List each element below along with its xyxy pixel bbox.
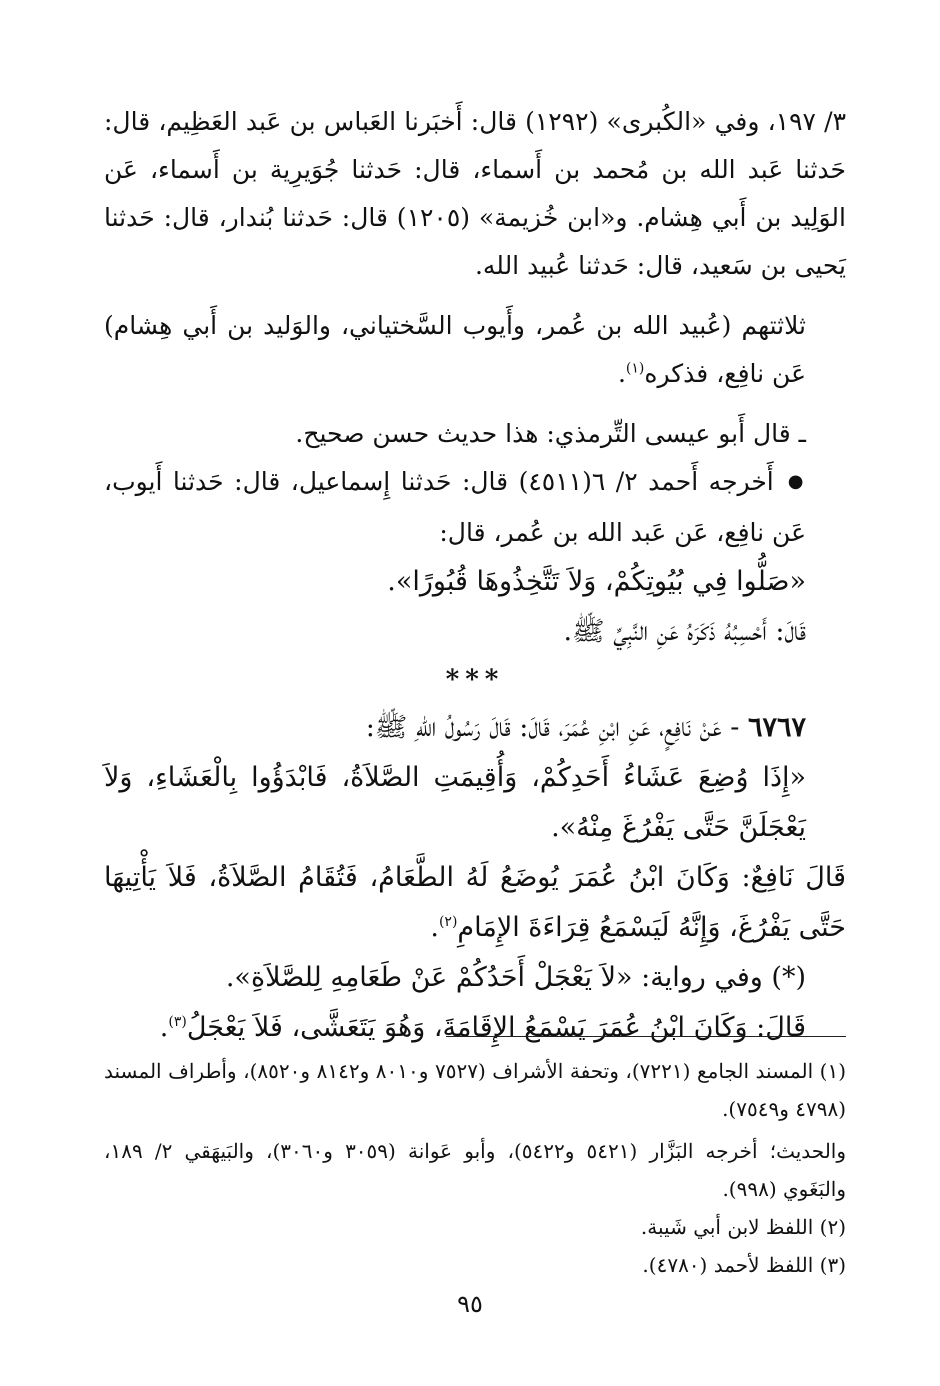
hadith-text: «إِذَا وُضِعَ عَشَاءُ أَحَدِكُمْ، وَأُقِيمَتِ الصَّلاَةُ، فَابْدَؤُوا بِالْعَشَاءِ، وَلاَ يَعْجَلَنَّ حَتَّى يَفْرُغَ مِنْهُ».: [104, 762, 806, 843]
footnote-ref-1: (١): [625, 360, 645, 377]
footnote-2: (٢) اللفظ لابن أبي شَيبة.: [640, 1215, 846, 1239]
footnote-ref-3: (٣): [168, 1014, 187, 1030]
chain-summary-text: ثلاثتهم (عُبيد الله بن عُمر، وأَيوب السَّختياني، والوَليد بن أَبي هِشام) عَن نافِع، فذكره: [104, 311, 807, 388]
other-narration: (*) وفي رواية: «لاَ يَعْجَلْ أَحَدُكُمْ عَنْ طَعَامِهِ لِلصَّلاَةِ».: [225, 962, 806, 993]
footnote-divider: [446, 1036, 846, 1037]
footnote-3: (٣) اللفظ لأحمد (٤٧٨٠).: [642, 1253, 846, 1277]
section-separator: ***: [445, 665, 505, 695]
nafi-statement: قَالَ نَافِعٌ: وَكَانَ ابْنُ عُمَرَ يُوضَعُ لَهُ الطَّعَامُ، فَتُقَامُ الصَّلاَةُ، فَلاَ يَأْتِيهَا حَتَّى يَفْرُغَ، وَإِنَّهُ لَيَسْمَعُ قِرَاءَةَ الإِمَامِ$^{(٢)}$.: [104, 862, 846, 943]
main-text: [104, 98, 846, 1053]
footnote-1: (١) المسند الجامع (٧٢٢١)، وتحفة الأشراف (٧٥٢٧ و٨٠١٠ و٨١٤٢ و٨٥٢٠)، وأطراف المسند (٤٧٩٨ و٧٥٤٩).: [104, 1059, 847, 1121]
footnote-1-extra: والحديث؛ أخرجه البَزَّار (٥٤٢١ و٥٤٢٢)، وأبو عَوانة (٣٠٥٩ و٣٠٦٠)، والبَيهَقي ٢/ ١٨٩، والبَغَوي (٩٩٨).: [104, 1139, 847, 1201]
isnad-paragraph: ٣/ ١٩٧، وفي «الكُبرى» (١٢٩٢) قال: أَخبَرنا العَباس بن عَبد العَظِيم، قال: حَدثنا عَبد الله بن مُحمد بن أَسماء، قال: حَدثنا جُوَيرِية بن أَسماء، عَن الوَلِيد بن أَبي هِشام. و«ابن خُزيمة» (١٢٠٥) قال: حَدثنا بُندار، قال: حَدثنا يَحيى بن سَعيد، قال: حَدثنا عُبيد الله.: [104, 107, 847, 280]
footnotes: [104, 1052, 846, 1284]
closing-statement: قَالَ: وَكَانَ ابْنُ عُمَرَ يَسْمَعُ الإِقَامَةَ، وَهُوَ يَتَعَشَّى، فَلاَ يَعْجَلُ$^{(٣)}$.: [159, 1012, 806, 1043]
tirmidhi-comment: ـ قال أَبو عيسى التِّرمذي: هذا حديث حسن صحيح.: [295, 419, 806, 448]
narrator-note: قَالَ: أَحْسِبُهُ ذَكَرَهُ عَنِ النَّبِيِّ ﷺ.: [563, 616, 806, 647]
ahmad-takhrij: ● أَخرجه أَحمد ٢/ ٦(٤٥١١) قال: حَدثنا إِسماعيل، قال: حَدثنا أَيوب، عَن نافِع، عَن عَبد الله بن عُمر، قال:: [104, 458, 846, 557]
closing-text: قَالَ: وَكَانَ ابْنُ عُمَرَ يَسْمَعُ الإِقَامَةَ، وَهُوَ يَتَعَشَّى، فَلاَ يَعْجَلُ: [186, 1012, 806, 1043]
hadith-header: [104, 703, 846, 753]
hadith-intro: - عَنْ نَافِعٍ، عَنِ ابْنِ عُمَرَ، قَالَ: قَالَ رَسُولُ اللهِ ﷺ:: [365, 712, 740, 743]
chain-summary-paragraph: ثلاثتهم (عُبيد الله بن عُمر، وأَيوب السَّختياني، والوَليد بن أَبي هِشام) عَن نافِع، فذكره$^{(١)}$.: [104, 311, 807, 388]
page-number: ٩٥: [457, 1290, 483, 1318]
footnote-ref-2: (٢): [438, 914, 458, 930]
hadith-quote: «صَلُّوا فِي بُيُوتِكُمْ، وَلاَ تَتَّخِذُوهَا قُبُورًا».: [387, 566, 806, 597]
nafi-text: قَالَ نَافِعٌ: وَكَانَ ابْنُ عُمَرَ يُوضَعُ لَهُ الطَّعَامُ، فَتُقَامُ الصَّلاَةُ، فَلاَ يَأْتِيهَا حَتَّى يَفْرُغَ، وَإِنَّهُ لَيَسْمَعُ قِرَاءَةَ الإِمَامِ: [104, 862, 846, 943]
hadith-number: ٦٧٦٧: [747, 712, 806, 743]
